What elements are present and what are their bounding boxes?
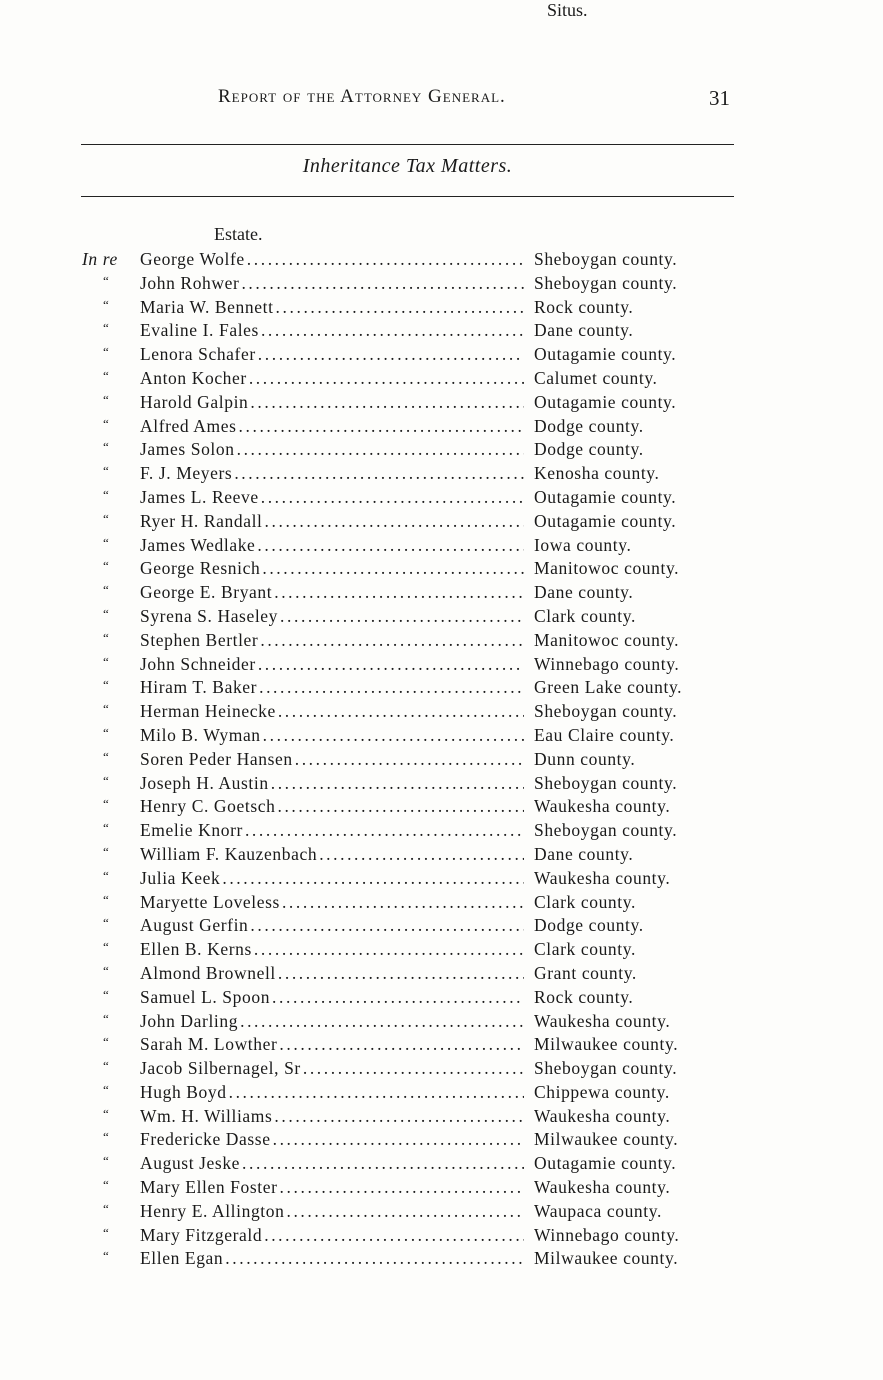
dot-leader bbox=[247, 249, 524, 271]
estate-name-leader bbox=[140, 416, 524, 438]
dot-leader bbox=[250, 392, 524, 414]
situs-value: Outagamie county. bbox=[534, 344, 677, 365]
estate-name: Syrena S. Haseley bbox=[140, 605, 279, 626]
estate-name-leader bbox=[140, 606, 524, 628]
situs-value: Milwaukee county. bbox=[534, 1034, 679, 1055]
in-re-prefix: In re bbox=[82, 249, 118, 269]
list-item bbox=[0, 1153, 883, 1177]
estate-name-leader bbox=[140, 297, 524, 319]
estate-name-leader bbox=[140, 749, 524, 771]
list-item bbox=[0, 249, 883, 273]
dot-leader bbox=[280, 606, 524, 628]
estate-name-leader bbox=[140, 1106, 524, 1128]
ditto-mark: “ bbox=[103, 1034, 110, 1050]
dot-leader bbox=[225, 1248, 524, 1270]
dot-leader bbox=[257, 535, 524, 557]
list-item bbox=[0, 273, 883, 297]
dot-leader bbox=[240, 1011, 524, 1033]
estate-name-leader bbox=[140, 439, 524, 461]
estate-name-leader bbox=[140, 1225, 524, 1247]
ditto-mark: “ bbox=[103, 296, 110, 312]
list-item bbox=[0, 939, 883, 963]
list-item bbox=[0, 463, 883, 487]
list-item bbox=[0, 1011, 883, 1035]
estate-name: Almond Brownell bbox=[140, 962, 276, 983]
list-item bbox=[0, 511, 883, 535]
estate-name: Emelie Knorr bbox=[140, 820, 243, 841]
dot-leader bbox=[303, 1058, 524, 1080]
estate-name: Herman Heinecke bbox=[140, 701, 276, 722]
top-rule bbox=[81, 144, 734, 145]
list-item bbox=[0, 439, 883, 463]
list-item bbox=[0, 297, 883, 321]
estate-name: Hiram T. Baker bbox=[140, 677, 258, 698]
situs-value: Outagamie county. bbox=[534, 510, 677, 531]
estate-name: Alfred Ames bbox=[140, 415, 237, 436]
dot-leader bbox=[278, 701, 524, 723]
estate-name-leader bbox=[140, 1011, 524, 1033]
estate-name-leader bbox=[140, 915, 524, 937]
dot-leader bbox=[234, 463, 524, 485]
ditto-mark: “ bbox=[103, 1129, 110, 1145]
list-item bbox=[0, 1201, 883, 1225]
situs-value: Sheboygan county. bbox=[534, 272, 678, 293]
ditto-mark: “ bbox=[103, 463, 110, 479]
estate-name-leader bbox=[140, 987, 524, 1009]
estate-name-leader bbox=[140, 939, 524, 961]
dot-leader bbox=[261, 487, 524, 509]
estate-name-leader bbox=[140, 630, 524, 652]
ditto-mark: “ bbox=[103, 1058, 110, 1074]
dot-leader bbox=[276, 297, 524, 319]
ditto-mark: “ bbox=[103, 962, 110, 978]
running-header bbox=[0, 86, 883, 114]
situs-value: Outagamie county. bbox=[534, 486, 677, 507]
situs-value: Dane county. bbox=[534, 320, 634, 341]
situs-value: Waukesha county. bbox=[534, 1010, 671, 1031]
estate-name-leader bbox=[140, 392, 524, 414]
situs-value: Waukesha county. bbox=[534, 796, 671, 817]
estate-name: Stephen Bertler bbox=[140, 629, 259, 650]
estate-name-leader bbox=[140, 558, 524, 580]
situs-value: Winnebago county. bbox=[534, 653, 680, 674]
situs-value: Chippewa county. bbox=[534, 1081, 670, 1102]
ditto-mark: “ bbox=[103, 558, 110, 574]
estate-name-leader bbox=[140, 963, 524, 985]
dot-leader bbox=[254, 939, 524, 961]
situs-value: Sheboygan county. bbox=[534, 820, 678, 841]
estate-name-leader bbox=[140, 677, 524, 699]
situs-value: Clark county. bbox=[534, 605, 636, 626]
ditto-mark: “ bbox=[103, 1200, 110, 1216]
estate-name-leader bbox=[140, 463, 524, 485]
ditto-mark: “ bbox=[103, 367, 110, 383]
dot-leader bbox=[277, 796, 524, 818]
situs-value: Sheboygan county. bbox=[534, 249, 678, 269]
estate-name: John Rohwer bbox=[140, 272, 240, 293]
list-item bbox=[0, 987, 883, 1011]
dot-leader bbox=[241, 273, 524, 295]
ditto-mark: “ bbox=[103, 344, 110, 360]
dot-leader bbox=[250, 915, 524, 937]
ditto-mark: “ bbox=[103, 915, 110, 931]
list-item bbox=[0, 820, 883, 844]
estate-name: George Wolfe bbox=[140, 249, 245, 269]
list-item bbox=[0, 1129, 883, 1153]
estate-name: August Gerfin bbox=[140, 915, 249, 936]
list-item bbox=[0, 535, 883, 559]
ditto-mark: “ bbox=[103, 939, 110, 955]
ditto-mark: “ bbox=[103, 391, 110, 407]
situs-value: Dodge county. bbox=[534, 915, 644, 936]
estate-name: Evaline I. Fales bbox=[140, 320, 259, 341]
estate-name: George E. Bryant bbox=[140, 582, 273, 603]
situs-value: Milwaukee county. bbox=[534, 1248, 679, 1269]
estate-name: Henry C. Goetsch bbox=[140, 796, 276, 817]
ditto-mark: “ bbox=[103, 820, 110, 836]
list-item bbox=[0, 677, 883, 701]
list-item bbox=[0, 749, 883, 773]
ditto-mark: “ bbox=[103, 486, 110, 502]
estate-name: William F. Kauzenbach bbox=[140, 843, 318, 864]
ditto-mark: “ bbox=[103, 534, 110, 550]
estate-name-leader bbox=[140, 320, 524, 342]
estate-name: Henry E. Allington bbox=[140, 1200, 285, 1221]
dot-leader bbox=[282, 892, 524, 914]
dot-leader bbox=[263, 725, 524, 747]
ditto-mark: “ bbox=[103, 1010, 110, 1026]
ditto-mark: “ bbox=[103, 772, 110, 788]
dot-leader bbox=[279, 1034, 524, 1056]
situs-value: Rock county. bbox=[534, 986, 634, 1007]
list-item bbox=[0, 701, 883, 725]
estate-name-leader bbox=[140, 511, 524, 533]
dot-leader bbox=[239, 416, 524, 438]
ditto-mark: “ bbox=[103, 1177, 110, 1193]
estate-name: John Darling bbox=[140, 1010, 239, 1031]
dot-leader bbox=[222, 868, 524, 890]
estate-name-leader bbox=[140, 249, 524, 271]
estate-name: F. J. Meyers bbox=[140, 463, 233, 484]
ditto-mark: “ bbox=[103, 439, 110, 455]
situs-value: Dane county. bbox=[534, 582, 634, 603]
ditto-mark: “ bbox=[103, 1248, 110, 1264]
list-item bbox=[0, 654, 883, 678]
situs-value: Clark county. bbox=[534, 939, 636, 960]
estate-name-leader bbox=[140, 1034, 524, 1056]
situs-value: Waukesha county. bbox=[534, 867, 671, 888]
ditto-mark: “ bbox=[103, 891, 110, 907]
estate-name-leader bbox=[140, 273, 524, 295]
estate-name-leader bbox=[140, 1248, 524, 1270]
estate-name: August Jeske bbox=[140, 1153, 241, 1174]
estate-name-leader bbox=[140, 582, 524, 604]
dot-leader bbox=[262, 558, 524, 580]
list-item bbox=[0, 773, 883, 797]
dot-leader bbox=[249, 368, 524, 390]
dot-leader bbox=[245, 820, 524, 842]
dot-leader bbox=[271, 773, 524, 795]
dot-leader bbox=[261, 320, 524, 342]
list-item bbox=[0, 344, 883, 368]
estate-name-leader bbox=[140, 654, 524, 676]
estate-name-leader bbox=[140, 701, 524, 723]
list-item bbox=[0, 796, 883, 820]
estate-name-leader bbox=[140, 535, 524, 557]
list-item bbox=[0, 1034, 883, 1058]
estate-name-leader bbox=[140, 1058, 524, 1080]
estate-name-leader bbox=[140, 820, 524, 842]
estate-name: John Schneider bbox=[140, 653, 256, 674]
estate-name-leader bbox=[140, 1153, 524, 1175]
dot-leader bbox=[260, 630, 524, 652]
situs-value: Rock county. bbox=[534, 296, 634, 317]
estate-name: Lenora Schafer bbox=[140, 344, 256, 365]
list-item bbox=[0, 1225, 883, 1249]
situs-value: Winnebago county. bbox=[534, 1224, 680, 1245]
estate-name-leader bbox=[140, 487, 524, 509]
situs-value: Manitowoc county. bbox=[534, 629, 680, 650]
estate-name: Hugh Boyd bbox=[140, 1081, 227, 1102]
estate-name: Mary Fitzgerald bbox=[140, 1224, 263, 1245]
list-item bbox=[0, 558, 883, 582]
list-item bbox=[0, 868, 883, 892]
estate-name: Ryer H. Randall bbox=[140, 510, 263, 531]
list-item bbox=[0, 606, 883, 630]
estate-name: Soren Peder Hansen bbox=[140, 748, 293, 769]
dot-leader bbox=[229, 1082, 524, 1104]
estate-list bbox=[0, 249, 883, 1272]
list-item bbox=[0, 368, 883, 392]
list-item bbox=[0, 487, 883, 511]
estate-name-leader bbox=[140, 1082, 524, 1104]
ditto-mark: “ bbox=[103, 867, 110, 883]
list-item bbox=[0, 1058, 883, 1082]
situs-value: Kenosha county. bbox=[534, 463, 660, 484]
situs-value: Outagamie county. bbox=[534, 391, 677, 412]
ditto-mark: “ bbox=[103, 605, 110, 621]
situs-column-heading: Situs. bbox=[547, 0, 588, 20]
situs-value: Manitowoc county. bbox=[534, 558, 680, 579]
ditto-mark: “ bbox=[103, 986, 110, 1002]
list-item bbox=[0, 582, 883, 606]
section-title: Inheritance Tax Matters. bbox=[302, 155, 513, 177]
estate-name: Wm. H. Williams bbox=[140, 1105, 273, 1126]
list-item bbox=[0, 1177, 883, 1201]
estate-name: Samuel L. Spoon bbox=[140, 986, 271, 1007]
estate-name-leader bbox=[140, 796, 524, 818]
list-item bbox=[0, 630, 883, 654]
list-item bbox=[0, 915, 883, 939]
list-item bbox=[0, 1248, 883, 1272]
ditto-mark: “ bbox=[103, 510, 110, 526]
ditto-mark: “ bbox=[103, 272, 110, 288]
dot-leader bbox=[258, 654, 524, 676]
dot-leader bbox=[258, 344, 524, 366]
estate-name: George Resnich bbox=[140, 558, 261, 579]
dot-leader bbox=[280, 1177, 524, 1199]
estate-name: Joseph H. Austin bbox=[140, 772, 269, 793]
estate-name: Maryette Loveless bbox=[140, 891, 280, 912]
situs-value: Sheboygan county. bbox=[534, 1058, 678, 1079]
estate-name: Fredericke Dasse bbox=[140, 1129, 271, 1150]
estate-name: James Wedlake bbox=[140, 534, 256, 555]
situs-value: Green Lake county. bbox=[534, 677, 683, 698]
estate-name-leader bbox=[140, 773, 524, 795]
ditto-mark: “ bbox=[103, 701, 110, 717]
estate-name: Sarah M. Lowther bbox=[140, 1034, 278, 1055]
list-item bbox=[0, 416, 883, 440]
estate-column-heading: Estate. bbox=[214, 224, 263, 244]
situs-value: Milwaukee county. bbox=[534, 1129, 679, 1150]
list-item bbox=[0, 844, 883, 868]
ditto-mark: “ bbox=[103, 748, 110, 764]
estate-name-leader bbox=[140, 1201, 524, 1223]
ditto-mark: “ bbox=[103, 582, 110, 598]
estate-name-leader bbox=[140, 725, 524, 747]
dot-leader bbox=[295, 749, 524, 771]
dot-leader bbox=[264, 1225, 524, 1247]
list-item bbox=[0, 1082, 883, 1106]
estate-name-leader bbox=[140, 1129, 524, 1151]
list-item bbox=[0, 392, 883, 416]
estate-name-leader bbox=[140, 368, 524, 390]
ditto-mark: “ bbox=[103, 677, 110, 693]
estate-name: Mary Ellen Foster bbox=[140, 1177, 278, 1198]
ditto-mark: “ bbox=[103, 653, 110, 669]
list-item bbox=[0, 963, 883, 987]
situs-value: Sheboygan county. bbox=[534, 772, 678, 793]
dot-leader bbox=[273, 1129, 524, 1151]
ditto-mark: “ bbox=[103, 1105, 110, 1121]
dot-leader bbox=[265, 511, 524, 533]
dot-leader bbox=[242, 1153, 524, 1175]
estate-name-leader bbox=[140, 344, 524, 366]
situs-value: Waukesha county. bbox=[534, 1177, 671, 1198]
dot-leader bbox=[274, 1106, 524, 1128]
ditto-mark: “ bbox=[103, 843, 110, 859]
situs-value: Dodge county. bbox=[534, 415, 644, 436]
dot-leader bbox=[274, 582, 524, 604]
ditto-mark: “ bbox=[103, 320, 110, 336]
estate-name: James Solon bbox=[140, 439, 235, 460]
estate-name: Jacob Silbernagel, Sr bbox=[140, 1058, 301, 1079]
dot-leader bbox=[272, 987, 524, 1009]
ditto-mark: “ bbox=[103, 1153, 110, 1169]
situs-value: Clark county. bbox=[534, 891, 636, 912]
ditto-mark: “ bbox=[103, 796, 110, 812]
page-number: 31 bbox=[709, 86, 730, 110]
estate-name: Ellen B. Kerns bbox=[140, 939, 252, 960]
estate-name-leader bbox=[140, 844, 524, 866]
estate-name: James L. Reeve bbox=[140, 486, 259, 507]
situs-value: Dunn county. bbox=[534, 748, 636, 769]
dot-leader bbox=[319, 844, 524, 866]
situs-value: Dodge county. bbox=[534, 439, 644, 460]
dot-leader bbox=[237, 439, 524, 461]
ditto-mark: “ bbox=[103, 415, 110, 431]
estate-name-leader bbox=[140, 1177, 524, 1199]
situs-value: Dane county. bbox=[534, 843, 634, 864]
estate-name-leader bbox=[140, 868, 524, 890]
running-title: Report of the Attorney General. bbox=[218, 86, 506, 107]
estate-name: Julia Keek bbox=[140, 867, 221, 888]
situs-value: Grant county. bbox=[534, 962, 637, 983]
bottom-rule bbox=[81, 196, 734, 197]
estate-name: Ellen Egan bbox=[140, 1248, 224, 1269]
estate-name: Anton Kocher bbox=[140, 367, 247, 388]
list-item bbox=[0, 320, 883, 344]
estate-name: Maria W. Bennett bbox=[140, 296, 274, 317]
estate-name-leader bbox=[140, 892, 524, 914]
dot-leader bbox=[259, 677, 524, 699]
ditto-mark: “ bbox=[103, 629, 110, 645]
situs-value: Outagamie county. bbox=[534, 1153, 677, 1174]
situs-value: Iowa county. bbox=[534, 534, 632, 555]
ditto-mark: “ bbox=[103, 724, 110, 740]
estate-name: Milo B. Wyman bbox=[140, 724, 261, 745]
situs-value: Waukesha county. bbox=[534, 1105, 671, 1126]
situs-value: Eau Claire county. bbox=[534, 724, 675, 745]
list-item bbox=[0, 892, 883, 916]
dot-leader bbox=[286, 1201, 524, 1223]
list-item bbox=[0, 1106, 883, 1130]
list-item bbox=[0, 725, 883, 749]
estate-name: Harold Galpin bbox=[140, 391, 249, 412]
ditto-mark: “ bbox=[103, 1224, 110, 1240]
situs-value: Sheboygan county. bbox=[534, 701, 678, 722]
ditto-mark: “ bbox=[103, 1081, 110, 1097]
situs-value: Calumet county. bbox=[534, 367, 658, 388]
situs-value: Waupaca county. bbox=[534, 1200, 662, 1221]
dot-leader bbox=[278, 963, 524, 985]
